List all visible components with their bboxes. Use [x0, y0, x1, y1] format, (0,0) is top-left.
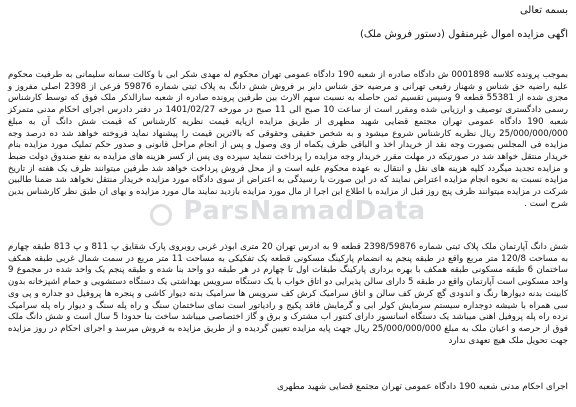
- notice-paragraph-terms: بموجب پرونده کلاسه 0001898 ش دادگاه صادره از شعبه 190 دادگاه عمومی تهران محکوم له مهدی شکر ابی با وکالت سمانه سلیمانی به طرفیت محکوم علیه راضیه حق شناس و شهناز رفیعی تهرانی و مرضیه حق شناس دایر بر فروش شش دانگ به پلاک ثبتی شماره 59876 فرعی از 2398 اصلی مفروز و مجزی شده از 55381 قطعه 9 وسپس تقسیم ثمن حاصله به نسبت سهم الارث بین طرفین پرونده صادره از شعبه سازالذکر ملک فوق که توسط کارشناس رسمی دادگستری توصیف و ارزیابی شده ومقرر است از ساعت 10 صبح الی 11 صبح در مورخه 1401/02/27 در دفتر دادرس اجرای احکام مدنی متمرکز شعبه 190 دادگاه عمومی تهران مجتمع قضایی شهید مطهری از طریق مزایده ازپایه قیمت نظریه کارشناس که قیمت شش دانگ آن به مبلغ 25/000/000/000 ریال نظریه کارشناس شروع میشود و به شخص حقیقی وحقوقی که بالاترین قیمت را پیشنهاد نماید فروخته خواهد شد ده درصد وجه مزایده فی المجلس بصورت وجه نقد از خریدار اخذ و الباقی ظرف یکماه از وی وصول و پس از انجام مراحل قانونی و صدور حکم تملیک مورد مزایده بنام خریدار منتقل خواهد شد در صورتیکه در مهلت مقرر خریدار وجه مزایده را پرداخت ننماید سپرده وی پس از کسر هزینه های مزایده به نفع صندوق دولت ضبط و مزایده تجدید میگردد کلیه هزینه های نقل و انتقال به عهده محکوم علیه است و از محل فروش پرداخت خواهد شد طرفین میتوانند ظرف یک هفته از تاریخ مزایده نسبت به نحوه انجام مزایده اعتراض نمایند که در این صورت با رسیدگی به اعتراض از سوی دادگاه مورد مزایده خریدار منتقل نخواهد شد ضمنا طالبین شرکت در مزایده میتوانند ظرف پنج روز قبل از مزایده با اطلاع این اجرا از مال مورد مزایده بازدید نمایند مال مورد مزایده و بهای ان طبق نظر کارشناس بدین شرح است .: [8, 70, 569, 209]
- basmala-heading: بسمه تعالی: [519, 5, 568, 16]
- watermark-text: ParsNamadData: [183, 196, 426, 226]
- issuer-signature-line: اجرای احکام مدنی شعبه 190 دادگاه عمومی تهران مجتمع قضایی شهید مطهری: [276, 382, 568, 392]
- notice-title: اگهی مزایده اموال غیرمنقول (دستور فروش ملک): [359, 29, 568, 40]
- notice-paragraph-property-description: شش دانگ آپارتمان ملک پلاک ثبتی شماره 2398/59876 قطعه 9 به ادرس تهران 20 متری ابوذر غربی روبروی پارک شقایق پ 811 و پ 813 طبقه چهارم به مساحت 120/8 متر مربع واقع در طبقه پنجم به انضمام پارکینگ مسکونی قطعه یک تفکیکی به مساحت 11 متر مربع در سمت شمال غربی طبقه همکف ساختمان 6 طبقه مسکونی طبقه همکف با بهره برداری پارکینگ طبقات اول تا چهارم در هر طبقه دو واحد بنا شده و طبقه پنجم یک واحد شده در مجموع 9 واحد مسکونی است آپارتمان واقع در طبقه 5 دارای سالن پذیرایی دو اتاق خواب با یک دستگاه سرویس بهداشتی یک دستگاه دستشویی و حمام اشپزخانه بدون کابینت بدنه دیوارها رنگ و اندودی گچ کرش کف سالن و اتاق سرامیک کرش کف سرویس ها سرامیک بدنه دیوار کاشی و پنجره ها پروفیل دو جداره و پی وی سی همراه با شیشه دوجداره سیستم سرمایش کولر ابی و گرمایش فاقد پکیج و رادیاتور است نمای ساختمان سنگ و راه پله سنگ و دیوار راه پله سرامیک نرده راه پله پروفیل اهنی میباشد یک دستگاه اسانسور دارای کنتور اب مشترک و برق و گاز اختصاصی میباشد ساخت بنا حدودا 5 سال است و شش دانگ ملک فوق از حرصه و اعیان ملک به مبلغ 25/000/000/000 ریال جهت پایه مزایده تعیین گردیده و از طریق مزایده به فروش میرسد و اجرای احکام در روز مزایده جهت تحویل ملک هیچ تعهدی ندارد: [8, 242, 569, 346]
